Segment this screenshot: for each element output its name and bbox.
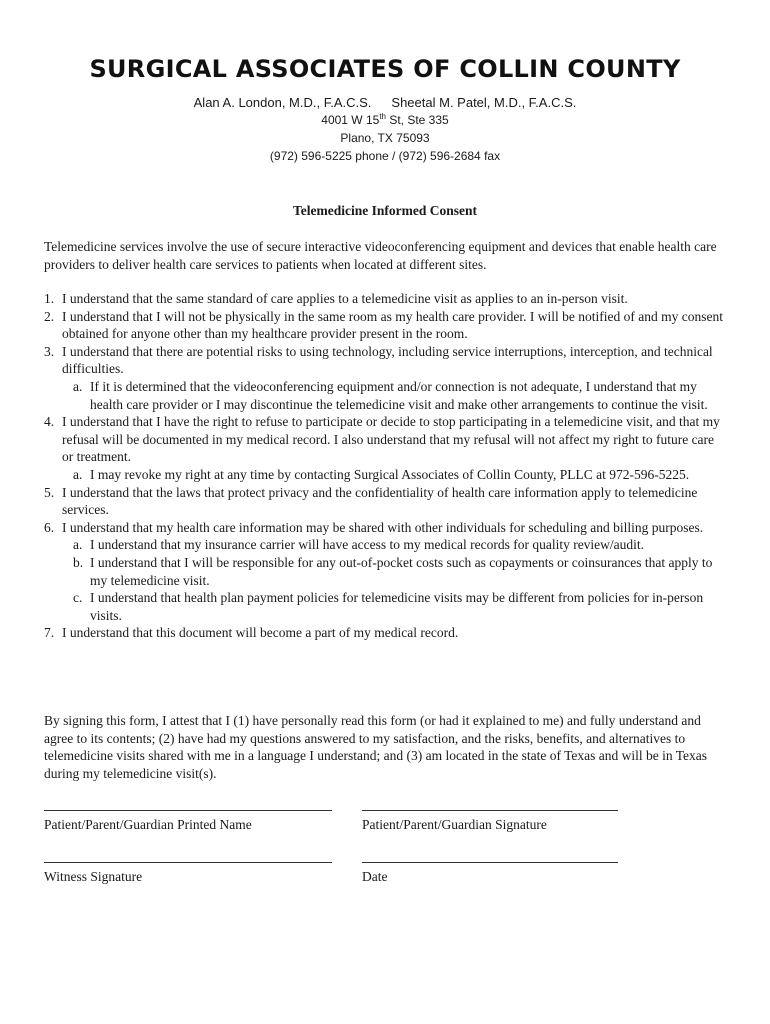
organization-name: SURGICAL ASSOCIATES OF COLLIN COUNTY [89, 55, 681, 83]
signature-label: Patient/Parent/Guardian Signature [362, 817, 547, 832]
sub-item-text: I understand that my insurance carrier will have access to my medical records for quality review/audit. [90, 537, 645, 553]
witness-signature-label: Witness Signature [44, 869, 143, 884]
sub-item-list [62, 536, 728, 624]
sub-item-letter: c. [73, 590, 83, 606]
date-label: Date [362, 869, 388, 884]
document-title: Telemedicine Informed Consent [293, 203, 477, 218]
witness-signature-line[interactable] [44, 862, 332, 863]
printed-name-line[interactable] [44, 810, 332, 811]
item-number: 3. [44, 343, 55, 359]
sub-item-3-a [73, 378, 728, 413]
consent-item-1 [44, 290, 728, 308]
sub-item-text: I understand that I will be responsible for any out-of-pocket costs such as copayments or coinsurances that apply to my telemedicine visit. [90, 554, 713, 588]
item-number: 2. [44, 308, 55, 324]
printed-name-label: Patient/Parent/Guardian Printed Name [44, 817, 252, 832]
intro-paragraph: Telemedicine services involve the use of secure interactive videoconferencing equipment and devices that enable health care providers to deliver health care services to patients when located at different sites. [44, 239, 717, 272]
consent-item-2 [44, 308, 728, 343]
item-number: 4. [44, 414, 55, 430]
item-text: I understand that I will not be physically in the same room as my health care provider. I will be notified of and my consent obtained for anyone other than my healthcare provider present in the room. [62, 308, 723, 342]
item-number: 5. [44, 484, 55, 500]
sub-item-list [62, 466, 728, 484]
consent-item-6 [44, 519, 728, 625]
item-text: I understand that I have the right to refuse to participate or decide to stop participating in a telemedicine visit, and that my refusal will be documented in my medical record. I also understand that my refusal will not affect my right to future care or treatment. [62, 414, 720, 465]
consent-item-3 [44, 343, 728, 413]
sub-item-6-c [73, 589, 728, 624]
letterhead [0, 52, 770, 165]
sub-item-4-a [73, 466, 728, 484]
item-text: I understand that my health care information may be shared with other individuals for scheduling and billing purposes. [62, 519, 704, 535]
consent-item-4 [44, 413, 728, 483]
sub-item-text: If it is determined that the videoconferencing equipment and/or connection is not adequate, I understand that my health care provider or I may discontinue the telemedicine visit and make other arrangements to continue the visit. [90, 378, 708, 412]
signature-line[interactable] [362, 810, 618, 811]
item-text: I understand that the same standard of care applies to a telemedicine visit as applies to an in-person visit. [62, 291, 628, 306]
sub-item-letter: a. [73, 466, 83, 482]
sub-item-6-a [73, 536, 728, 554]
sub-item-letter: a. [73, 378, 83, 394]
city-state-zip: Plano, TX 75093 [340, 131, 430, 145]
sub-item-text: I may revoke my right at any time by contacting Surgical Associates of Collin County, PLLC at 972-596-5225. [90, 466, 690, 482]
item-text: I understand that the laws that protect privacy and the confidentiality of health care information apply to telemedicine services. [62, 484, 698, 518]
sub-item-letter: a. [73, 537, 83, 553]
sub-item-text: I understand that health plan payment policies for telemedicine visits may be different from policies for in-person visits. [90, 590, 704, 623]
attestation-paragraph: By signing this form, I attest that I (1) have personally read this form (or had it explained to me) and fully understand and agree to its contents; (2) have had my questions answered to my satisfaction, and the risks, benefits, and alternatives to telemedicine visits shared with me in a language I understand; and (3) am located in the state of Texas and will be in Texas during my telemedicine visit(s). [44, 713, 708, 781]
sub-item-letter: b. [73, 554, 84, 570]
item-number: 7. [44, 625, 55, 641]
item-text: I understand that there are potential risks to using technology, including service interruptions, interception, and technical difficulties. [62, 343, 713, 377]
physician-1: Alan A. London, M.D., F.A.C.S. [193, 95, 372, 110]
consent-item-5 [44, 484, 728, 519]
sub-item-list [62, 378, 728, 413]
item-text: I understand that this document will become a part of my medical record. [62, 625, 459, 641]
date-line[interactable] [362, 862, 618, 863]
item-number: 1. [44, 291, 55, 306]
consent-item-7 [44, 624, 728, 642]
physicians-line [0, 94, 770, 111]
item-number: 6. [44, 519, 55, 535]
sub-item-6-b [73, 554, 728, 589]
consent-items-list [44, 290, 728, 642]
street-address: 4001 W 15th St, Ste 335 [321, 112, 449, 127]
physician-2: Sheetal M. Patel, M.D., F.A.C.S. [391, 95, 577, 110]
phone-fax: (972) 596-5225 phone / (972) 596-2684 fax [269, 149, 501, 163]
